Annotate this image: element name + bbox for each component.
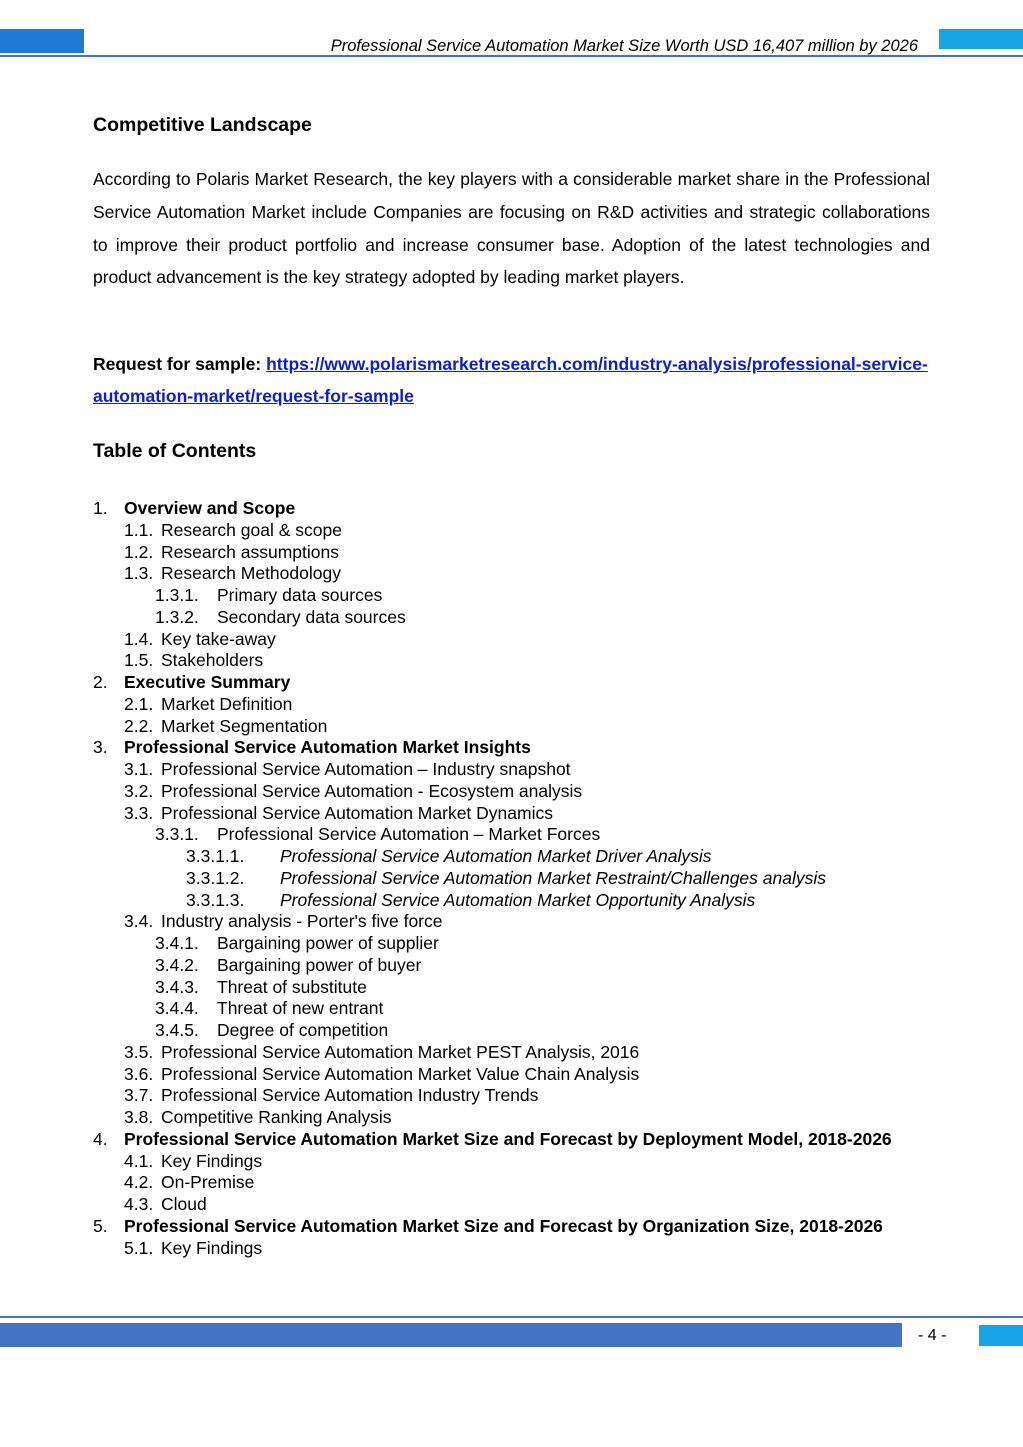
toc-item[interactable] bbox=[0, 759, 1023, 781]
toc-item-text: Professional Service Automation Market PEST Analysis, 2016 bbox=[161, 1041, 640, 1062]
toc-item-text: Professional Service Automation Market Value Chain Analysis bbox=[161, 1063, 640, 1084]
toc-item-number: 1.2. bbox=[124, 541, 154, 562]
toc-item-number: 3.4.3. bbox=[155, 976, 199, 997]
toc-item[interactable] bbox=[0, 1107, 1023, 1129]
toc-item-number: 3.5. bbox=[124, 1041, 154, 1062]
request-sample-link[interactable]: https://www.polarismarketresearch.com/industry-analysis/professional-service-automation-market/request-for-sample bbox=[93, 354, 928, 406]
toc-item-text: Key take-away bbox=[161, 628, 276, 649]
toc-item-text: Degree of competition bbox=[217, 1020, 389, 1040]
toc-heading: Table of Contents bbox=[93, 440, 257, 462]
toc-item-number: 1.3. bbox=[124, 563, 154, 584]
toc-item[interactable] bbox=[0, 1151, 1023, 1173]
toc-item[interactable] bbox=[0, 542, 1023, 564]
toc-item[interactable] bbox=[0, 1042, 1023, 1064]
toc-item-number: 2.2. bbox=[124, 715, 154, 736]
toc-item-text: Research assumptions bbox=[161, 541, 339, 562]
toc-item-text: Professional Service Automation - Ecosystem analysis bbox=[161, 780, 583, 801]
toc-item-number: 3.4.4. bbox=[155, 998, 199, 1019]
toc-item[interactable] bbox=[0, 1085, 1023, 1107]
toc-item-number: 1.3.2. bbox=[155, 606, 199, 627]
competitive-landscape-heading: Competitive Landscape bbox=[93, 114, 312, 136]
toc-item-text: Professional Service Automation Market Insights bbox=[124, 737, 531, 758]
toc-item-text: Bargaining power of supplier bbox=[217, 933, 439, 953]
toc-item[interactable] bbox=[0, 694, 1023, 716]
toc-item-number: 3.3.1.2. bbox=[186, 867, 245, 888]
toc-item[interactable] bbox=[0, 824, 1023, 846]
toc-item[interactable] bbox=[0, 629, 1023, 651]
toc-item[interactable] bbox=[0, 781, 1023, 803]
toc-item-text: On-Premise bbox=[161, 1172, 255, 1193]
toc-item-number: 3.7. bbox=[124, 1085, 154, 1106]
toc-item-text: Market Definition bbox=[161, 693, 293, 714]
toc-item-text: Professional Service Automation Industry Trends bbox=[161, 1085, 539, 1106]
footer-accent-block-right bbox=[979, 1325, 1023, 1346]
toc-item[interactable] bbox=[0, 716, 1023, 738]
footer-bar bbox=[0, 1323, 902, 1347]
toc-item[interactable] bbox=[0, 1216, 1023, 1238]
toc-item-number: 2.1. bbox=[124, 693, 154, 714]
toc-item[interactable] bbox=[0, 955, 1023, 977]
toc-item[interactable] bbox=[0, 737, 1023, 759]
toc-item[interactable] bbox=[0, 846, 1023, 868]
toc-item-number: 3.4.2. bbox=[155, 954, 199, 975]
competitive-landscape-paragraph: According to Polaris Market Research, the key players with a considerable market share in the Professional Service Automation Market include Companies are focusing on R&D activities and strategic collaborations to improve their product portfolio and increase consumer base. Adoption of the latest technologies and product advancement is the key strategy adopted by leading market players. bbox=[93, 169, 930, 288]
toc-item-text: Competitive Ranking Analysis bbox=[161, 1107, 392, 1127]
header-title: Professional Service Automation Market Size Worth USD 16,407 million by 2026 bbox=[330, 37, 918, 55]
toc-item-number: 4.3. bbox=[124, 1194, 154, 1214]
toc-item-text: Professional Service Automation – Industry snapshot bbox=[161, 759, 571, 779]
toc-item[interactable] bbox=[0, 911, 1023, 933]
toc-item[interactable] bbox=[0, 1020, 1023, 1042]
toc-item[interactable] bbox=[0, 650, 1023, 672]
toc-item-number: 3.3.1. bbox=[155, 824, 199, 845]
toc-item-text: Research Methodology bbox=[161, 563, 341, 584]
toc-item[interactable] bbox=[0, 1129, 1023, 1151]
toc-item-number: 3.2. bbox=[124, 780, 154, 801]
toc-item-text: Professional Service Automation Market Restraint/Challenges analysis bbox=[280, 867, 826, 888]
toc-item[interactable] bbox=[0, 933, 1023, 955]
request-sample-line bbox=[93, 348, 933, 412]
toc-item[interactable] bbox=[0, 1194, 1023, 1216]
toc-item-text: Secondary data sources bbox=[217, 606, 406, 627]
toc-item-number: 4.1. bbox=[124, 1150, 154, 1171]
toc-item-number: 2. bbox=[93, 672, 108, 692]
toc-item-text: Industry analysis - Porter's five force bbox=[161, 911, 443, 932]
toc-item[interactable] bbox=[0, 1064, 1023, 1086]
toc-item-number: 3. bbox=[93, 737, 108, 758]
toc-item-number: 1.4. bbox=[124, 628, 154, 649]
toc-item[interactable] bbox=[0, 563, 1023, 585]
toc-item-number: 3.3.1.1. bbox=[186, 846, 245, 866]
toc-item-text: Stakeholders bbox=[161, 650, 264, 671]
toc-item[interactable] bbox=[0, 585, 1023, 607]
toc-item-number: 5.1. bbox=[124, 1237, 154, 1258]
toc-item-text: Professional Service Automation Market Size and Forecast by Organization Size, 2018-2026 bbox=[124, 1215, 883, 1236]
toc-item[interactable] bbox=[0, 672, 1023, 694]
toc-item[interactable] bbox=[0, 890, 1023, 912]
toc-item[interactable] bbox=[0, 998, 1023, 1020]
toc-item-number: 1.5. bbox=[124, 650, 154, 671]
toc-item-number: 1. bbox=[93, 498, 108, 518]
toc-item-text: Cloud bbox=[161, 1194, 207, 1214]
toc-item-number: 3.6. bbox=[124, 1063, 154, 1084]
toc-item-text: Professional Service Automation Market Opportunity Analysis bbox=[280, 889, 756, 910]
table-of-contents bbox=[0, 498, 1023, 1259]
toc-item-number: 3.8. bbox=[124, 1107, 154, 1127]
footer-divider bbox=[0, 1316, 1023, 1318]
header-accent-block-right bbox=[939, 29, 1023, 49]
toc-item-text: Professional Service Automation Market Driver Analysis bbox=[280, 846, 712, 866]
header-divider bbox=[0, 55, 1023, 57]
toc-item[interactable] bbox=[0, 498, 1023, 520]
request-sample-label: Request for sample: bbox=[93, 354, 262, 374]
toc-item[interactable] bbox=[0, 868, 1023, 890]
toc-item[interactable] bbox=[0, 1238, 1023, 1260]
toc-item-number: 3.1. bbox=[124, 759, 154, 779]
toc-item-number: 5. bbox=[93, 1215, 108, 1236]
toc-item-number: 4.2. bbox=[124, 1172, 154, 1193]
toc-item-text: Market Segmentation bbox=[161, 715, 328, 736]
toc-item-number: 1.1. bbox=[124, 519, 154, 540]
toc-item-text: Overview and Scope bbox=[124, 498, 296, 518]
toc-item-text: Threat of substitute bbox=[217, 976, 367, 997]
toc-item-number: 3.4. bbox=[124, 911, 154, 932]
toc-item-text: Professional Service Automation – Market Forces bbox=[217, 824, 601, 845]
toc-item-text: Bargaining power of buyer bbox=[217, 954, 422, 975]
toc-item[interactable] bbox=[0, 1172, 1023, 1194]
toc-item-number: 4. bbox=[93, 1128, 108, 1149]
page-number: - 4 - bbox=[918, 1327, 947, 1344]
toc-item-text: Research goal & scope bbox=[161, 519, 342, 540]
toc-item[interactable] bbox=[0, 803, 1023, 825]
toc-item-text: Professional Service Automation Market Size and Forecast by Deployment Model, 2018-2026 bbox=[124, 1128, 892, 1149]
toc-item-number: 3.3.1.3. bbox=[186, 889, 245, 910]
toc-item-text: Key Findings bbox=[161, 1237, 263, 1258]
toc-item-number: 3.3. bbox=[124, 802, 154, 823]
toc-item-text: Professional Service Automation Market Dynamics bbox=[161, 802, 553, 823]
toc-item[interactable] bbox=[0, 977, 1023, 999]
toc-item[interactable] bbox=[0, 520, 1023, 542]
toc-item-text: Key Findings bbox=[161, 1150, 263, 1171]
toc-item-text: Executive Summary bbox=[124, 672, 291, 692]
toc-item-text: Threat of new entrant bbox=[217, 998, 384, 1019]
toc-item-text: Primary data sources bbox=[217, 585, 383, 605]
toc-item-number: 3.4.1. bbox=[155, 933, 199, 953]
toc-item[interactable] bbox=[0, 607, 1023, 629]
toc-item-number: 1.3.1. bbox=[155, 585, 199, 605]
toc-item-number: 3.4.5. bbox=[155, 1020, 199, 1040]
